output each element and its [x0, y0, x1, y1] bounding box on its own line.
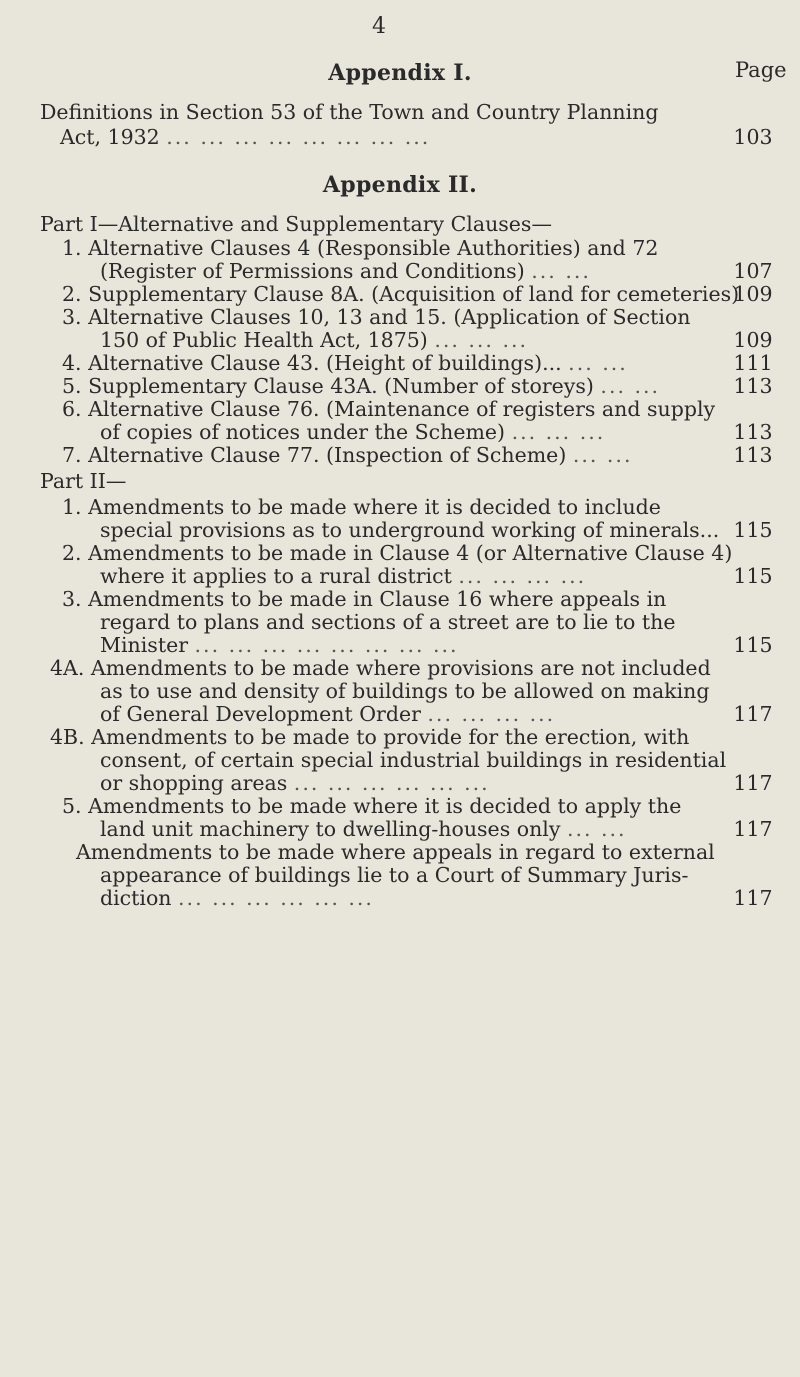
- page-number: 4: [372, 14, 386, 39]
- part-1-item-4-page: 111: [733, 351, 773, 375]
- part-1-item-6-page: 113: [733, 420, 773, 444]
- part-2-item-4a-line-3: of General Development Order ... ... ... ...: [100, 702, 556, 726]
- part-1-item-6-line-2: of copies of notices under the Scheme) ... ... ...: [100, 420, 606, 444]
- part-2-item-3-page: 115: [733, 633, 773, 657]
- part-2-item-3-line-2: regard to plans and sections of a street are to lie to the: [100, 610, 676, 634]
- part-1-item-2: 2. Supplementary Clause 8A. (Acquisition of land for cemeteries): [62, 282, 740, 306]
- part-2-item-6: Amendments to be made where appeals in regard to external: [76, 840, 715, 864]
- page-column-heading: Page: [735, 58, 787, 82]
- appendix-1-entry-line-2-row: [60, 125, 430, 149]
- leader-dots: ... ... ... ... ... ... ... ...: [166, 125, 431, 149]
- part-2-item-2-line-2: where it applies to a rural district ... ... ... ...: [100, 564, 587, 588]
- part-1-item-5-page: 113: [733, 374, 773, 398]
- part-2-item-5-line-2: land unit machinery to dwelling-houses only ... ...: [100, 817, 627, 841]
- part-1-item-7-page: 113: [733, 443, 773, 467]
- part-1-item-7: 7. Alternative Clause 77. (Inspection of Scheme) ... ...: [62, 443, 633, 467]
- part-2-item-4b-line-3: or shopping areas ... ... ... ... ... ...: [100, 771, 490, 795]
- appendix-1-entry-line-2: Act, 1932: [60, 125, 160, 149]
- part-2-item-1-page: 115: [733, 518, 773, 542]
- part-2-item-1-line-2: special provisions as to underground working of minerals...: [100, 518, 720, 542]
- part-2-item-1: 1. Amendments to be made where it is decided to include: [62, 495, 661, 519]
- part-1-item-1: 1. Alternative Clauses 4 (Responsible Authorities) and 72: [62, 236, 659, 260]
- part-2-item-6-line-3: diction ... ... ... ... ... ...: [100, 886, 374, 910]
- part-1-item-3: 3. Alternative Clauses 10, 13 and 15. (Application of Section: [62, 305, 691, 329]
- part-2-item-4a: 4A. Amendments to be made where provisions are not included: [50, 656, 711, 680]
- appendix-2-title: Appendix II.: [322, 172, 478, 198]
- part-2-item-4b-line-2: consent, of certain special industrial buildings in residential: [100, 748, 727, 772]
- part-1-heading: Part I—Alternative and Supplementary Clauses—: [40, 212, 552, 236]
- part-2-item-4a-page: 117: [733, 702, 773, 726]
- part-2-item-5: 5. Amendments to be made where it is decided to apply the: [62, 794, 682, 818]
- part-1-item-5: 5. Supplementary Clause 43A. (Number of storeys) ... ...: [62, 374, 661, 398]
- part-1-item-1-page: 107: [733, 259, 773, 283]
- part-1-item-2-page: 109: [733, 282, 773, 306]
- part-1-item-3-page: 109: [733, 328, 773, 352]
- part-2-item-6-line-2: appearance of buildings lie to a Court of Summary Juris-: [100, 863, 689, 887]
- part-2-item-4b-page: 117: [733, 771, 773, 795]
- appendix-1-page: 103: [733, 125, 773, 149]
- part-1-item-4: 4. Alternative Clause 43. (Height of buildings)... ... ...: [62, 351, 628, 375]
- part-2-item-4b: 4B. Amendments to be made to provide for the erection, with: [50, 725, 690, 749]
- part-2-item-2: 2. Amendments to be made in Clause 4 (or Alternative Clause 4): [62, 541, 733, 565]
- appendix-1-entry-line-1: Definitions in Section 53 of the Town and Country Planning: [40, 100, 659, 124]
- part-2-item-6-page: 117: [733, 886, 773, 910]
- part-2-heading: Part II—: [40, 469, 127, 493]
- part-2-item-2-page: 115: [733, 564, 773, 588]
- part-2-item-3: 3. Amendments to be made in Clause 16 where appeals in: [62, 587, 667, 611]
- part-1-item-6: 6. Alternative Clause 76. (Maintenance of registers and supply: [62, 397, 716, 421]
- part-1-item-3-line-2: 150 of Public Health Act, 1875) ... ... ...: [100, 328, 529, 352]
- part-2-item-5-page: 117: [733, 817, 773, 841]
- appendix-1-title: Appendix I.: [328, 60, 472, 86]
- part-1-item-1-line-2: (Register of Permissions and Conditions) ... ...: [100, 259, 591, 283]
- part-2-item-3-line-3: Minister ... ... ... ... ... ... ... ...: [100, 633, 459, 657]
- part-2-item-4a-line-2: as to use and density of buildings to be allowed on making: [100, 679, 710, 703]
